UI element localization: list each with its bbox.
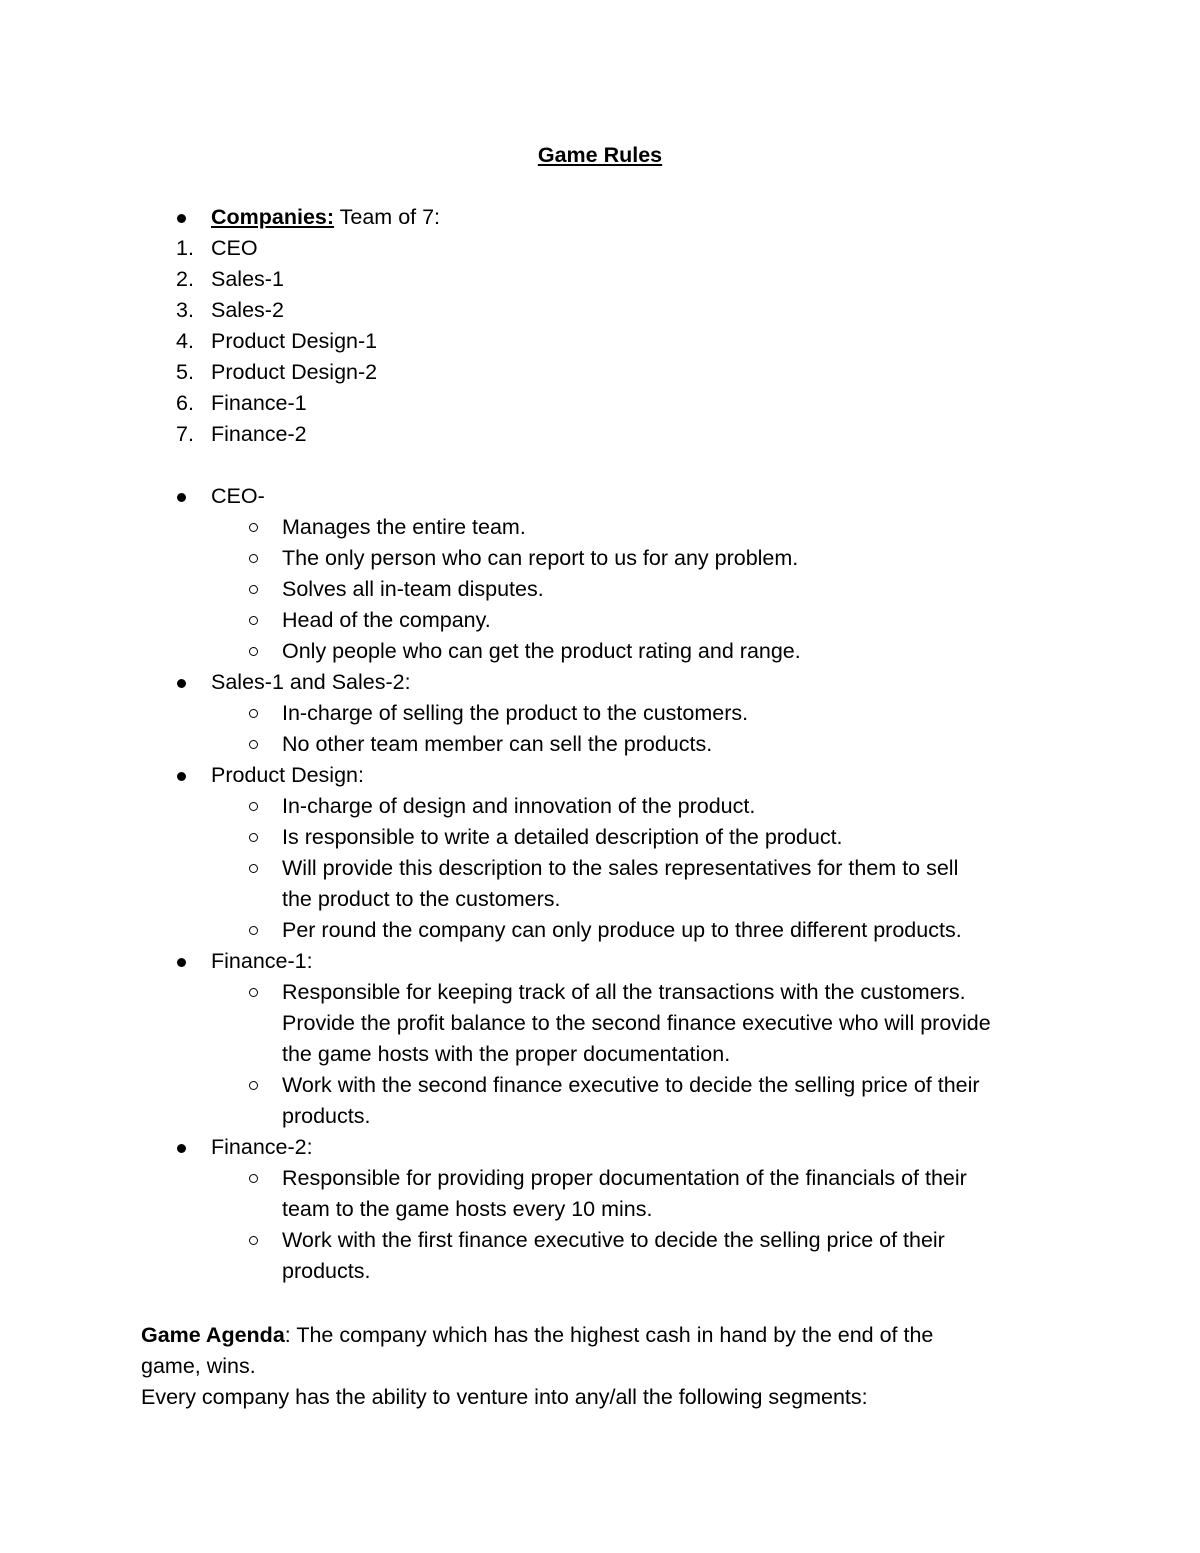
list-item: Head of the company. (282, 608, 491, 632)
list-item-continuation: products. (282, 1104, 371, 1128)
section-heading: Finance-2: (211, 1135, 313, 1159)
sub-bullet-icon (249, 585, 258, 594)
bullet-icon (177, 493, 186, 502)
sub-bullet-icon (249, 554, 258, 563)
sub-bullet-icon (249, 647, 258, 656)
list-item: Solves all in-team disputes. (282, 577, 544, 601)
list-item-continuation: Provide the profit balance to the second finance executive who will provide (282, 1011, 991, 1035)
role-number: 3. (176, 298, 194, 322)
sub-bullet-icon (249, 740, 258, 749)
role-item: Sales-2 (211, 298, 284, 322)
role-number: 2. (176, 267, 194, 291)
sub-bullet-icon (249, 1236, 258, 1245)
bullet-icon (177, 958, 186, 967)
role-item: Finance-2 (211, 422, 307, 446)
section-heading: Product Design: (211, 763, 364, 787)
list-item-continuation: team to the game hosts every 10 mins. (282, 1197, 653, 1221)
role-number: 7. (176, 422, 194, 446)
agenda-text: : The company which has the highest cash in hand by the end of the (284, 1323, 934, 1347)
role-item: Product Design-1 (211, 329, 378, 353)
sub-bullet-icon (249, 1174, 258, 1183)
sub-bullet-icon (249, 833, 258, 842)
list-item-continuation: the game hosts with the proper documentation. (282, 1042, 731, 1066)
section-heading: Sales-1 and Sales-2: (211, 670, 411, 694)
bullet-icon (177, 772, 186, 781)
role-number: 5. (176, 360, 194, 384)
list-item: Per round the company can only produce up to three different products. (282, 918, 962, 942)
sub-bullet-icon (249, 802, 258, 811)
list-item: Will provide this description to the sales representatives for them to sell (282, 856, 959, 880)
agenda-label: Game Agenda (141, 1323, 285, 1347)
list-item: In-charge of design and innovation of the product. (282, 794, 756, 818)
role-item: Finance-1 (211, 391, 307, 415)
sub-bullet-icon (249, 523, 258, 532)
list-item: Responsible for keeping track of all the transactions with the customers. (282, 980, 966, 1004)
list-item-continuation: the product to the customers. (282, 887, 561, 911)
list-item: Work with the first finance executive to decide the selling price of their (282, 1228, 945, 1252)
list-item: Manages the entire team. (282, 515, 526, 539)
bullet-icon (177, 1144, 186, 1153)
role-number: 1. (176, 236, 194, 260)
sub-bullet-icon (249, 926, 258, 935)
page-title: Game Rules (537, 143, 663, 167)
companies-label: Companies: (211, 205, 335, 229)
list-item: Responsible for providing proper documentation of the financials of their (282, 1166, 967, 1190)
list-item: No other team member can sell the products. (282, 732, 713, 756)
sub-bullet-icon (249, 616, 258, 625)
section-heading: Finance-1: (211, 949, 313, 973)
list-item: In-charge of selling the product to the customers. (282, 701, 749, 725)
sub-bullet-icon (249, 709, 258, 718)
role-item: Product Design-2 (211, 360, 378, 384)
list-item-continuation: products. (282, 1259, 371, 1283)
list-item: The only person who can report to us for any problem. (282, 546, 799, 570)
agenda-continuation: game, wins. (141, 1354, 256, 1378)
role-item: CEO (211, 236, 258, 260)
role-number: 4. (176, 329, 194, 353)
list-item: Work with the second finance executive to decide the selling price of their (282, 1073, 980, 1097)
role-number: 6. (176, 391, 194, 415)
list-item: Only people who can get the product rating and range. (282, 639, 801, 663)
list-item: Is responsible to write a detailed description of the product. (282, 825, 843, 849)
role-item: Sales-1 (211, 267, 284, 291)
sub-bullet-icon (249, 1081, 258, 1090)
bullet-icon (177, 679, 186, 688)
bullet-icon (177, 214, 186, 223)
sub-bullet-icon (249, 988, 258, 997)
agenda-line (141, 1325, 933, 1347)
companies-line (211, 207, 440, 229)
agenda-segments-line: Every company has the ability to venture into any/all the following segments: (141, 1385, 868, 1409)
companies-text: Team of 7: (334, 205, 441, 229)
sub-bullet-icon (249, 864, 258, 873)
section-heading: CEO- (211, 484, 265, 508)
